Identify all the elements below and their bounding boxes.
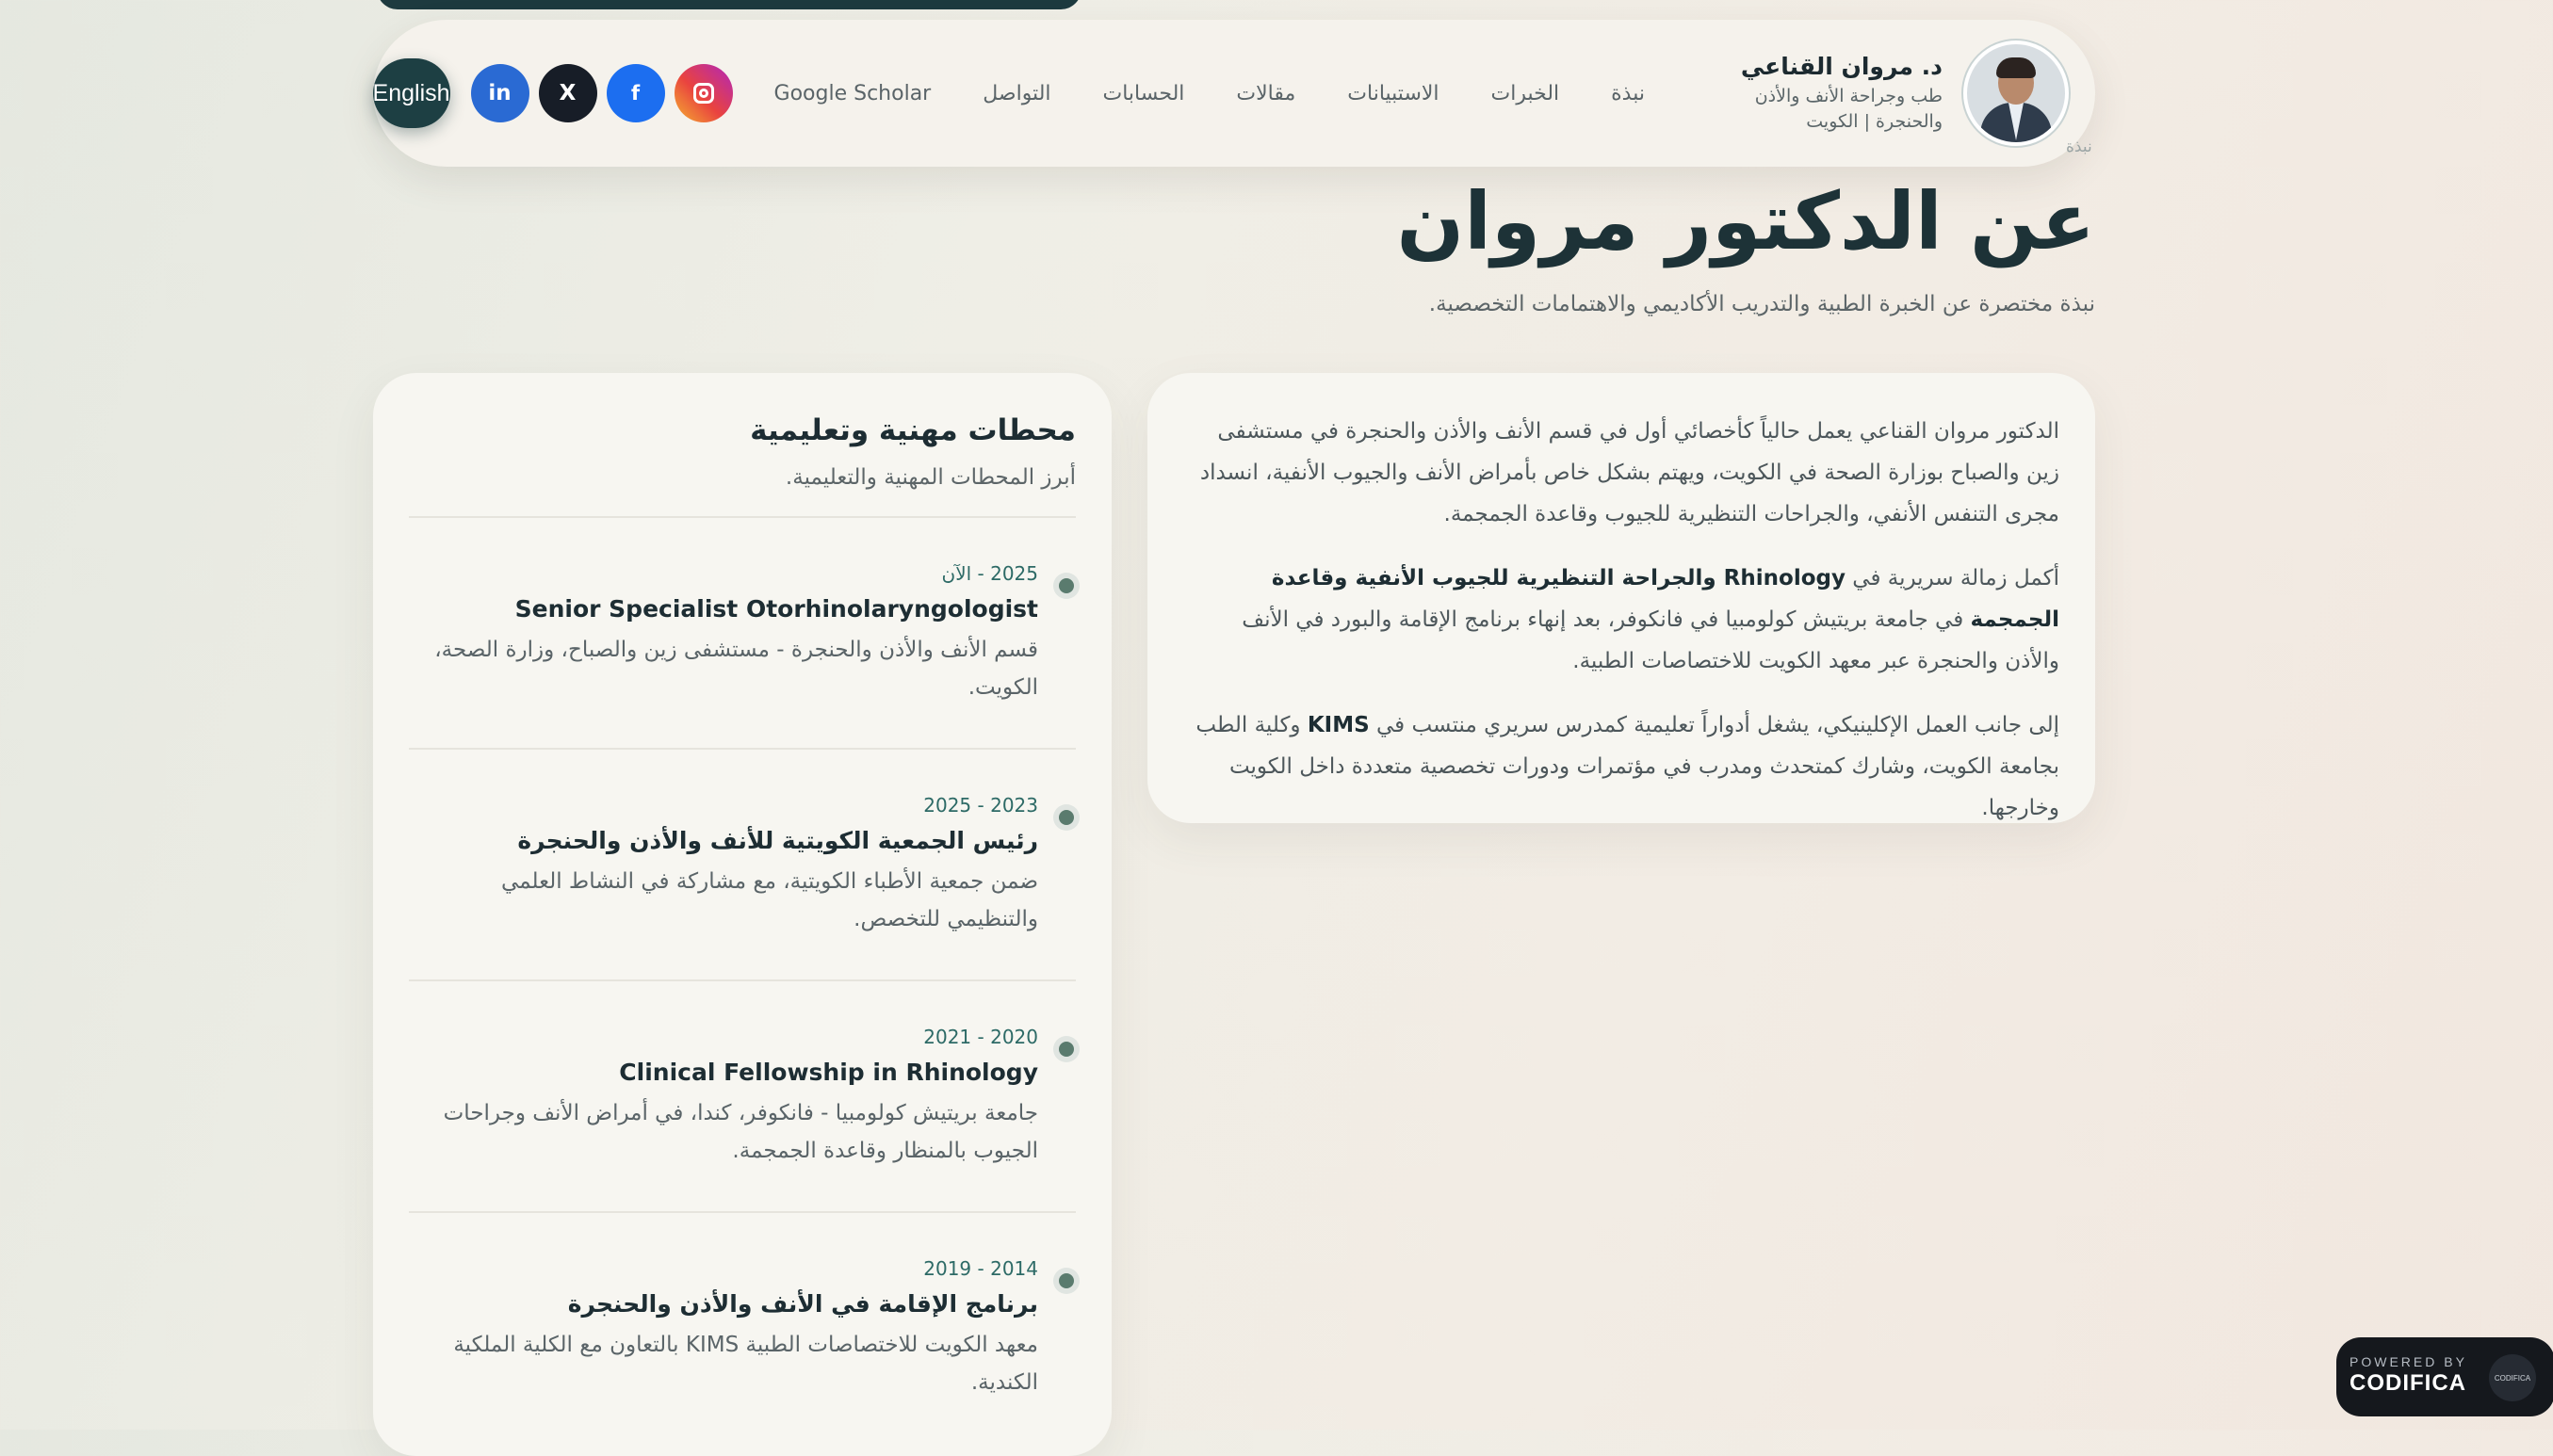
- timeline-item: [409, 981, 1076, 1213]
- avatar[interactable]: [1963, 40, 2069, 146]
- about-paragraph-3: [1183, 704, 2059, 829]
- timeline-date: 2023 - 2025: [923, 794, 1038, 817]
- about-p3-highlight: KIMS: [1307, 713, 1370, 737]
- brand[interactable]: [1688, 52, 1943, 135]
- linkedin-icon[interactable]: in: [471, 64, 529, 122]
- timeline-date: 2020 - 2021: [923, 1026, 1038, 1048]
- x-icon[interactable]: X: [539, 64, 597, 122]
- section-label: نبذة: [2066, 138, 2092, 156]
- top-bar-remnant: [377, 0, 1081, 9]
- about-p2-before: أكمل زمالة سريرية في: [1845, 566, 2059, 590]
- powered-by-brand: CODIFICA: [2350, 1370, 2466, 1396]
- timeline-description: معهد الكويت للاختصاصات الطبية KIMS بالتعاون مع الكلية الملكية الكندية.: [453, 1333, 1038, 1395]
- powered-by-label: POWERED BY: [2350, 1354, 2467, 1369]
- page-subtitle: نبذة مختصرة عن الخبرة الطبية والتدريب الأكاديمي والاهتمامات التخصصية.: [1428, 292, 2095, 316]
- nav-link-google-scholar[interactable]: Google Scholar: [773, 81, 932, 105]
- language-toggle-button[interactable]: English: [373, 58, 450, 128]
- timeline-role: رئيس الجمعية الكويتية للأنف والأذن والحنجرة: [517, 827, 1038, 854]
- timeline-description: ضمن جمعية الأطباء الكويتية، مع مشاركة في النشاط العلمي والتنظيمي للتخصص.: [501, 869, 1038, 931]
- about-p3-after: وكلية الطب بجامعة الكويت، وشارك كمتحدث ومدرب في مؤتمرات ودورات تخصصية متعددة داخل الكويت وخارجها.: [1195, 713, 2059, 820]
- social-links: [471, 64, 733, 122]
- timeline-dot-icon: [1053, 1036, 1080, 1062]
- page-title: عن الدكتور مروان: [1396, 175, 2095, 267]
- brand-subtitle: طب وجراحة الأنف والأذن والحنجرة | الكويت: [1754, 86, 1943, 132]
- timeline-item: [409, 518, 1076, 750]
- powered-by-badge[interactable]: [2336, 1337, 2553, 1416]
- timeline-role: برنامج الإقامة في الأنف والأذن والحنجرة: [567, 1290, 1038, 1318]
- brand-name: د. مروان القناعي: [1740, 53, 1943, 80]
- timeline-dot-icon: [1053, 804, 1080, 831]
- timeline-role: Clinical Fellowship in Rhinology: [619, 1059, 1038, 1086]
- timeline-date: 2014 - 2019: [923, 1257, 1038, 1280]
- timeline-date: 2025 - الآن: [941, 562, 1038, 585]
- timeline-description: جامعة بريتيش كولومبيا - فانكوفر، كندا، في أمراض الأنف وجراحات الجيوب بالمنظار وقاعدة الجمجمة.: [443, 1101, 1038, 1163]
- instagram-glyph: [693, 83, 714, 104]
- timeline-card: [373, 373, 1112, 1456]
- about-card: [1147, 373, 2095, 823]
- timeline-dot-icon: [1053, 1268, 1080, 1294]
- timeline-item: [409, 750, 1076, 981]
- about-p2-highlight: Rhinology والجراحة التنظيرية للجيوب الأنفية وقاعدة الجمجمة: [1271, 566, 2059, 632]
- about-p1-text: الدكتور مروان القناعي يعمل حالياً كأخصائي أول في قسم الأنف والأذن والحنجرة في مستشفى زين والصباح بوزارة الصحة في الكويت، ويهتم بشكل خاص بأمراض الأنف والجيوب الأنفية، انسداد مجرى التنفس الأنفي، والجراحات التنظيرية للجيوب وقاعدة الجمجمة.: [1199, 419, 2059, 526]
- navbar: [373, 20, 2095, 167]
- timeline-dot-icon: [1053, 573, 1080, 599]
- codifica-logo-icon: CODIFICA: [2489, 1354, 2536, 1401]
- nav-link-surveys[interactable]: الاستبيانات: [1347, 81, 1439, 105]
- timeline-subtitle: أبرز المحطات المهنية والتعليمية.: [785, 465, 1076, 490]
- about-p2-after: في جامعة بريتيش كولومبيا في فانكوفر، بعد إنهاء برنامج الإقامة والبورد في الأنف والأذن والحنجرة عبر معهد الكويت للاختصاصات الطبية.: [1242, 607, 2059, 673]
- nav-links: [774, 82, 1645, 105]
- nav-link-about[interactable]: نبذة: [1611, 81, 1645, 105]
- timeline-description: قسم الأنف والأذن والحنجرة - مستشفى زين والصباح، وزارة الصحة، الكويت.: [434, 638, 1038, 700]
- timeline-role: Senior Specialist Otorhinolaryngologist: [514, 595, 1038, 623]
- about-p3-before: إلى جانب العمل الإكلينيكي، يشغل أدواراً تعليمية كمدرس سريري منتسب في: [1369, 713, 2059, 737]
- facebook-icon[interactable]: f: [607, 64, 665, 122]
- nav-link-contact[interactable]: التواصل: [983, 81, 1051, 105]
- nav-link-accounts[interactable]: الحسابات: [1102, 81, 1185, 105]
- avatar-hair: [1996, 57, 2036, 78]
- timeline-item: [409, 1213, 1076, 1443]
- about-paragraph-2: [1183, 558, 2059, 682]
- nav-link-experience[interactable]: الخبرات: [1490, 81, 1560, 105]
- instagram-icon[interactable]: [675, 64, 733, 122]
- timeline-title: محطات مهنية وتعليمية: [750, 413, 1076, 447]
- about-paragraph-1: [1183, 411, 2059, 535]
- nav-link-articles[interactable]: مقالات: [1236, 81, 1296, 105]
